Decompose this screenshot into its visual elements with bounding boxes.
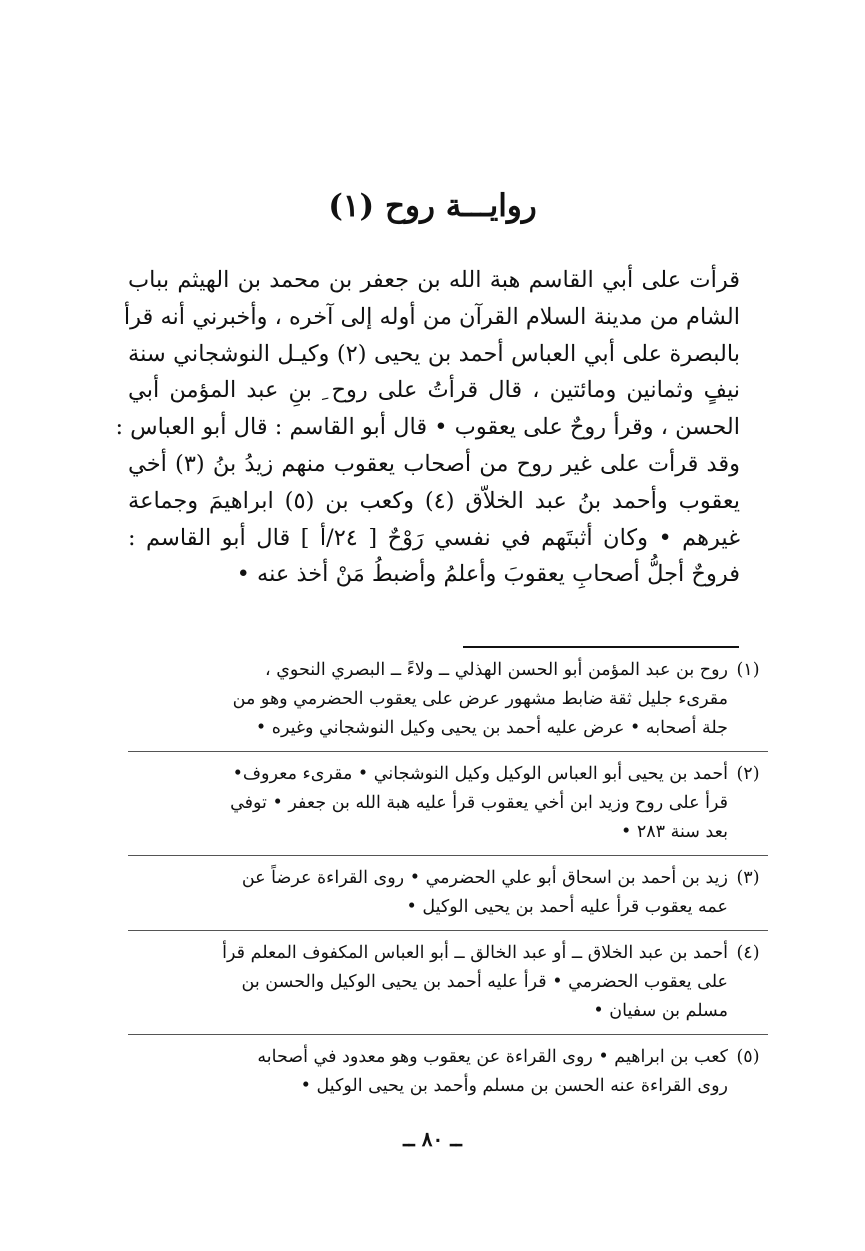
footnote-line: زيد بن أحمد بن اسحاق أبو علي الحضرمي • روى القراءة عرضاً عن xyxy=(241,868,728,888)
footnote-number: (١) xyxy=(736,660,760,680)
footnote-text xyxy=(128,760,728,847)
footnote-line: أحمد بن عبد الخلاق ــ أو عبد الخالق ــ أبو العباس المكفوف المعلم قرأ xyxy=(222,943,728,963)
text-line: الحسن ، وقرأ روحٌ على يعقوب • قال أبو القاسم : قال أبو العباس : xyxy=(115,414,740,441)
main-text xyxy=(115,262,740,593)
footnote-line: بعد سنة ٢٨٣ • xyxy=(620,822,728,842)
footnote-line: عمه يعقوب قرأ عليه أحمد بن يحيى الوكيل • xyxy=(406,897,728,917)
footnote-3 xyxy=(128,855,768,922)
footnote-line: كعب بن ابراهيم • روى القراءة عن يعقوب وهو معدود في أصحابه xyxy=(257,1047,728,1067)
page-number: ــ ٨٠ ــ xyxy=(403,1127,462,1151)
footnote-text xyxy=(128,939,728,1026)
footnote-line: أحمد بن يحيى أبو العباس الوكيل وكيل النوشجاني • مقرىء معروف• xyxy=(232,764,728,784)
footnotes xyxy=(128,656,768,1115)
footnote-divider xyxy=(463,646,739,648)
footnote-number: (٢) xyxy=(736,764,760,784)
text-line: فروحٌ أجلُّ أصحابِ يعقوبَ وأعلمُ وأضبطُ مَنْ أخذ عنه • xyxy=(236,561,740,588)
text-line: يعقوب وأحمد بنُ عبد الخلاّق (٤) وكعب بن (٥) ابراهيمَ وجماعة xyxy=(128,487,740,514)
section-title: روايـــة روح (١) xyxy=(328,188,537,224)
footnote-text xyxy=(128,656,728,743)
footnote-number: (٣) xyxy=(736,868,760,888)
text-line: بالبصرة على أبي العباس أحمد بن يحيى (٢) وكيـل النوشجاني سنة xyxy=(128,340,740,367)
footnote-text xyxy=(128,864,728,922)
text-line: الشام من مدينة السلام القرآن من أوله إلى آخره ، وأخبرني أنه قرأ xyxy=(123,303,740,330)
footnote-number: (٥) xyxy=(736,1047,760,1067)
footnote-line: مقرىء جليل ثقة ضابط مشهور عرض على يعقوب الحضرمي وهو من xyxy=(232,689,728,709)
footnote-line: روى القراءة عنه الحسن بن مسلم وأحمد بن يحيى الوكيل • xyxy=(300,1076,728,1096)
text-line: نيفٍ وثمانين ومائتين ، قال قرأتُ على روح ِ بنِ عبد المؤمن أبي xyxy=(128,377,740,404)
footnote-5 xyxy=(128,1034,768,1101)
footnote-line: جلة أصحابه • عرض عليه أحمد بن يحيى وكيل النوشجاني وغيره • xyxy=(255,718,728,738)
text-line: قرأت على أبي القاسم هبة الله بن جعفر بن محمد بن الهيثم بباب xyxy=(128,267,740,293)
footnote-line: روح بن عبد المؤمن أبو الحسن الهذلي ــ ولاءً ــ البصري النحوي ، xyxy=(265,660,728,680)
text-line: وقد قرأت على غير روح من أصحاب يعقوب منهم زيدُ بنُ (٣) أخي xyxy=(128,450,740,477)
text-line: غيرهم • وكان أثبتَهم في نفسي رَوْحٌ [ ٢٤/أ ] قال أبو القاسم : xyxy=(128,524,740,551)
footnote-number: (٤) xyxy=(736,943,760,963)
footnote-1 xyxy=(128,656,768,743)
footnote-line: على يعقوب الحضرمي • قرأ عليه أحمد بن يحيى الوكيل والحسن بن xyxy=(241,972,728,992)
footnote-line: قرأ على روح وزيد ابن أخي يعقوب قرأ عليه هبة الله بن جعفر • توفي xyxy=(230,793,728,813)
footnote-4 xyxy=(128,930,768,1026)
footnote-line: مسلم بن سفيان • xyxy=(593,1001,728,1021)
footnote-2 xyxy=(128,751,768,847)
footnote-text xyxy=(128,1043,728,1101)
